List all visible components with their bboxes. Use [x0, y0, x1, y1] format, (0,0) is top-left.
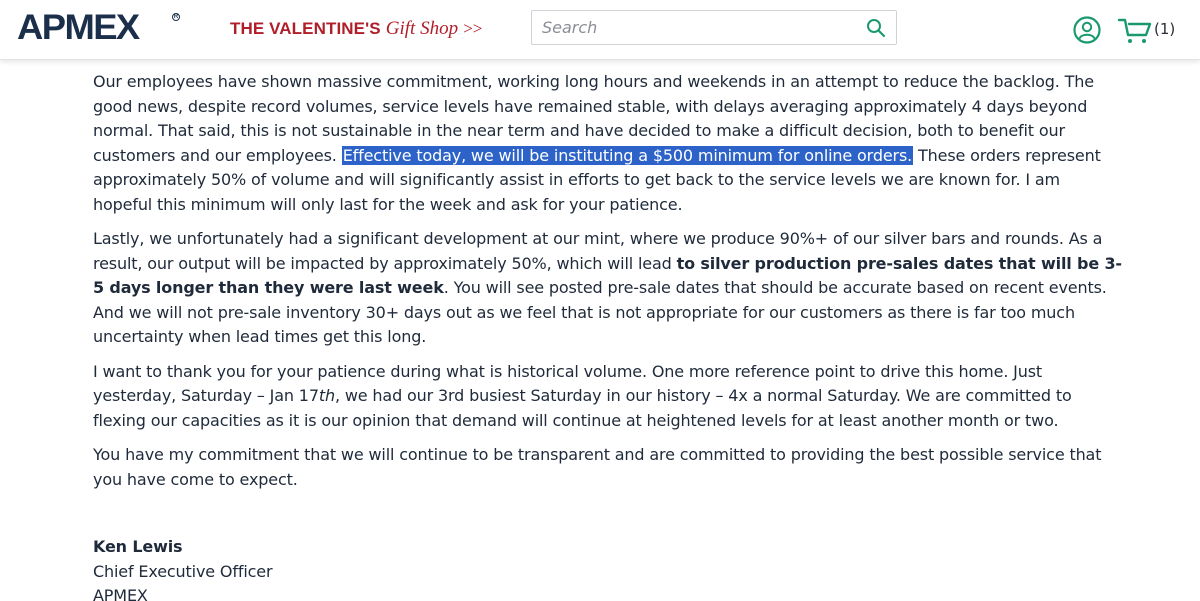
signature-block: [93, 535, 272, 601]
paragraph-text: These orders represent approximately 50% of volume and will significantly assist in efforts to get back to the service levels we are known for. I am hopeful this minimum will only last for the week and ask for your patience.: [93, 145, 1101, 214]
site-header: [0, 0, 1200, 60]
letter-body: [93, 70, 1123, 492]
valentines-gift-shop-link[interactable]: [230, 18, 482, 40]
paragraph-text: Lastly, we unfortunately had a significant development at our mint, where we produce 90%+ of our silver bars and rounds. As a result, our output will be impacted by approximately 50%, which will lead: [93, 229, 1103, 273]
paragraph-commitment: You have my commitment that we will continue to be transparent and are committed to providing the best possible service that you have come to expect.: [93, 445, 1102, 489]
registered-mark: R: [173, 14, 179, 20]
paragraph-thanks: [93, 360, 1123, 434]
bold-text: to silver production pre-sales dates that will be 3-5 days longer than they were last week: [93, 253, 1122, 297]
signatory-name: Ken Lewis: [93, 537, 183, 556]
search-icon[interactable]: [866, 18, 886, 38]
signatory-title: Chief Executive Officer: [93, 561, 273, 581]
promo-gift-shop: Gift Shop: [385, 18, 459, 39]
italic-text: th: [318, 386, 335, 405]
highlighted-selection: Effective today, we will be instituting a $500 minimum for online orders.: [342, 145, 913, 165]
paragraph-text: Our employees have shown massive commitment, working long hours and weekends in an attempt to reduce the backlog. The good news, despite record volumes, service levels have remained stable, with delays averaging approximately 4 days beyond normal. That said, this is not sustainable in the near term and have decided to make a difficult decision, both to benefit our customers and our employees.: [93, 72, 1094, 165]
account-icon[interactable]: [1073, 16, 1101, 44]
paragraph-text: , we had our 3rd busiest Saturday in our history – 4x a normal Saturday. We are committed to flexing our capacities as it is our opinion that demand will continue at heightened levels for at least another month or two.: [93, 386, 1072, 430]
paragraph-text: I want to thank you for your patience during what is historical volume. One more reference point to drive this home. Just yesterday, Saturday – Jan 17: [93, 361, 1043, 405]
cart-icon[interactable]: [1117, 16, 1153, 46]
paragraph-backlog: [93, 70, 1123, 217]
search-input[interactable]: [532, 11, 852, 44]
apmex-logo[interactable]: APMEX: [17, 8, 139, 47]
signatory-company: APMEX: [93, 586, 148, 601]
paragraph-mint: [93, 227, 1123, 350]
promo-title: THE VALENTINE'S: [230, 19, 381, 38]
paragraph-text: . You will see posted pre-sale dates that should be accurate based on recent events. And we will not pre-sale inventory 30+ days out as we feel that is not appropriate for our customers as there is far too much uncertainty when lead times get this long.: [93, 278, 1107, 346]
cart-count[interactable]: (1): [1154, 20, 1176, 38]
search-box: [531, 10, 897, 45]
promo-arrow: >>: [463, 19, 483, 38]
